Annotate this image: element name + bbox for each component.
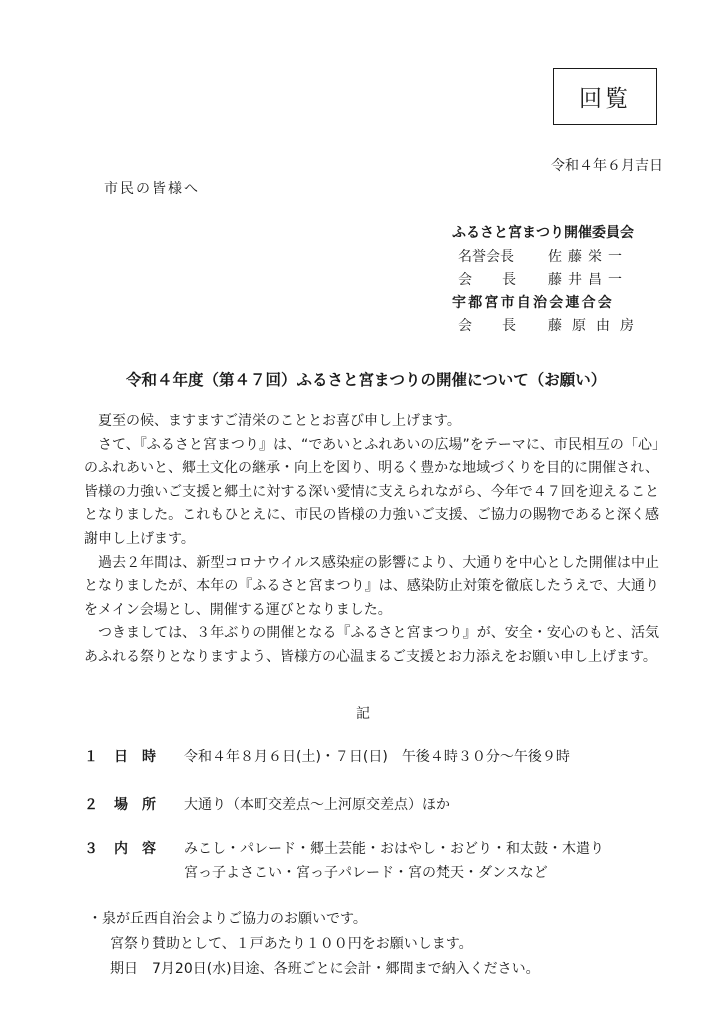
- item-value: 令和４年８月６日(土)・７日(日) 午後４時３０分～午後９時: [184, 749, 570, 765]
- item-number: ２: [84, 797, 98, 813]
- sender-honorary-chair: [458, 246, 638, 266]
- addressee: 市民の皆様へ: [104, 181, 200, 197]
- note-request: ・泉が丘西自治会よりご協力のお願いです。: [88, 911, 367, 927]
- issue-date: 令和４年６月吉日: [551, 158, 663, 174]
- paragraph: 過去２年間は、新型コロナウイルス感染症の影響により、大通りを中心とした開催は中止となりましたが、本年の『ふるさと宮まつり』は、感染防止対策を徹底したうえで、大通りをメイン会場とし、開催する運びとなりました。: [84, 554, 659, 618]
- sender-title: 名誉会長: [458, 249, 514, 265]
- ki-heading: 記: [356, 706, 370, 722]
- sender-name: 佐藤栄一: [548, 249, 628, 265]
- sender-title: 会 長: [458, 318, 524, 334]
- paragraph: つきましては、３年ぶりの開催となる『ふるさと宮まつり』が、安全・安心のもと、活気あふれる祭りとなりますよう、皆様方の心温まるご支援とお力添えをお願い申し上げます。: [84, 625, 659, 665]
- sender-federation-chair: [458, 315, 648, 335]
- item-number: １: [84, 749, 98, 765]
- item-value-continued: 宮っ子よさこい・宮っ子パレード・宮の梵天・ダンスなど: [184, 865, 548, 881]
- item-label: 内容: [114, 841, 170, 857]
- sender-org-federation: 宇都宮市自治会連合会: [452, 295, 614, 311]
- circulation-stamp: 回覧: [553, 68, 657, 125]
- sender-name: 藤井昌一: [548, 272, 628, 288]
- item-number: ３: [84, 841, 98, 857]
- sender-chair: [458, 269, 638, 289]
- document-subject: 令和４年度（第４７回）ふるさと宮まつりの開催について（お願い）: [126, 371, 607, 389]
- note-deadline: 期日 7月20日(水)目途、各班ごとに会計・郷間まで納入ください。: [110, 961, 540, 977]
- item-label: 場所: [114, 797, 170, 813]
- paragraph: さて、『ふるさと宮まつり』は、“であいとふれあいの広場”をテーマに、市民相互の「心」のふれあいと、郷土文化の継承・向上を図り、明るく豊かな地域づくりを目的に開催され、皆様の力強いご支援と郷土に対する深い愛情に支えられながら、今年で４７回を迎えることとなりました。これもひとえに、市民の皆様の力強いご支援、ご協力の賜物であると深く感謝申し上げます。: [84, 436, 659, 547]
- item-value: みこし・パレード・郷土芸能・おはやし・おどり・和太鼓・木遣り: [184, 841, 604, 857]
- paragraph: 夏至の候、ますますご清栄のこととお喜び申し上げます。: [98, 413, 461, 429]
- note-amount: 宮祭り賛助として、１戸あたり１００円をお願いします。: [110, 936, 473, 952]
- body-text: [84, 410, 659, 670]
- sender-title: 会 長: [458, 272, 524, 288]
- sender-org-committee: ふるさと宮まつり開催委員会: [452, 225, 634, 241]
- item-value: 大通り（本町交差点～上河原交差点）ほか: [184, 797, 450, 813]
- sender-name: 藤原由房: [548, 318, 644, 334]
- item-label: 日時: [114, 749, 170, 765]
